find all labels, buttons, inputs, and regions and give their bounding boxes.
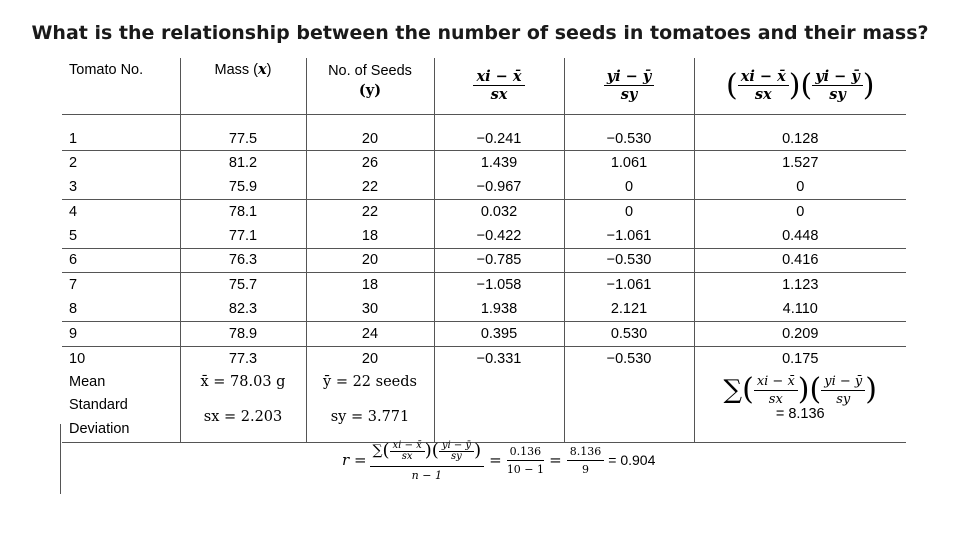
- mean-seeds: ȳ = 22 seeds: [306, 371, 434, 393]
- header-mass-label: Mass (: [214, 62, 258, 78]
- sum-y-denominator: sy: [836, 391, 851, 407]
- cell-seeds: 20: [306, 114, 434, 150]
- data-table: [62, 58, 906, 443]
- cell-tomato-no: 6: [62, 248, 180, 273]
- cell-zy: 0: [564, 175, 694, 200]
- formula-fraction-3-numerator: 8.136: [567, 443, 605, 461]
- formula-fraction-2-numerator: 0.136: [507, 443, 545, 461]
- header-product-y-denominator: sy: [829, 86, 846, 104]
- table-row: [62, 199, 906, 224]
- table-row: [62, 322, 906, 347]
- table-row: [62, 114, 906, 150]
- cell-mass: 78.9: [180, 322, 306, 347]
- cell-product: 0.128: [694, 114, 906, 150]
- header-mass: [180, 58, 306, 114]
- std-mass: sx = 2.203: [180, 393, 306, 443]
- formula-main-denominator: n − 1: [411, 469, 442, 482]
- mean-mass: x̄ = 78.03 g: [180, 371, 306, 393]
- header-zx-fraction: [473, 68, 524, 103]
- cell-zy: 1.061: [564, 150, 694, 175]
- cell-mass: 82.3: [180, 297, 306, 322]
- table-row: [62, 297, 906, 322]
- formula-main-fraction: [370, 436, 485, 484]
- cell-product: 0.448: [694, 224, 906, 249]
- cell-zy: −0.530: [564, 346, 694, 371]
- cell-seeds: 20: [306, 346, 434, 371]
- cell-seeds: 26: [306, 150, 434, 175]
- table-row: [62, 346, 906, 371]
- header-tomato-no: Tomato No.: [62, 58, 180, 114]
- formula-r: r =: [342, 451, 367, 469]
- cell-mass: 77.1: [180, 224, 306, 249]
- cell-seeds: 24: [306, 322, 434, 347]
- std-label: [62, 393, 180, 443]
- sum-y-numerator: yi − ȳ: [821, 373, 865, 391]
- cell-zy: −0.530: [564, 248, 694, 273]
- header-zx-denominator: sx: [490, 86, 508, 104]
- header-zy-numerator: yi − ȳ: [604, 68, 655, 86]
- std-label-line-1: Standard: [69, 397, 128, 414]
- mean-label: Mean: [62, 371, 180, 393]
- cell-zy: 2.121: [564, 297, 694, 322]
- cell-mass: 75.9: [180, 175, 306, 200]
- formula-x-fraction: [390, 441, 425, 462]
- formula-result: = 0.904: [608, 452, 656, 468]
- header-product-y-fraction: [812, 68, 863, 103]
- table-row: [62, 175, 906, 200]
- cell-product: 1.123: [782, 277, 819, 293]
- formula-eq2: =: [549, 451, 562, 469]
- cell-zx: −0.785: [434, 248, 564, 273]
- header-zy: [564, 58, 694, 114]
- cell-tomato-no: 7: [62, 273, 180, 298]
- cell-mass: 75.7: [180, 273, 306, 298]
- header-seeds-var: (y): [358, 82, 382, 99]
- mean-row: [62, 371, 906, 393]
- header-product-x-fraction: [738, 68, 789, 103]
- header-zy-denominator: sy: [620, 86, 638, 104]
- std-zy-empty: [564, 393, 694, 443]
- header-product-expression: ( $\frac{xi - x̄}{sx}$ )( $\frac{yi - ȳ}{sy}$ ): [725, 67, 875, 104]
- mean-zy-empty: [564, 371, 694, 393]
- cell-product: 0.175: [782, 350, 819, 367]
- cell-zy: 0: [564, 199, 694, 224]
- header-mass-var: x: [258, 61, 267, 78]
- header-seeds: [306, 58, 434, 114]
- cell-seeds: 20: [306, 248, 434, 273]
- cell-product: 1.527: [782, 154, 819, 171]
- table-row: [62, 248, 906, 273]
- cell-seeds: 22: [306, 175, 434, 200]
- header-zy-fraction: [604, 68, 655, 103]
- cell-zx: 1.439: [434, 150, 564, 175]
- cell-tomato-no: 3: [62, 175, 180, 200]
- cell-tomato-no: 5: [62, 224, 180, 249]
- cell-seeds: 22: [306, 199, 434, 224]
- cell-zy: −1.061: [564, 273, 694, 298]
- cell-zx: 0.032: [434, 199, 564, 224]
- formula-x-denominator: sx: [401, 450, 413, 462]
- table-row: [62, 273, 906, 298]
- cell-product: 0: [796, 203, 805, 220]
- cell-tomato-no: 2: [62, 150, 180, 175]
- formula-eq1: =: [489, 451, 502, 469]
- header-product-x-denominator: sx: [754, 86, 772, 104]
- correlation-formula: [342, 436, 655, 484]
- cell-seeds: 30: [306, 297, 434, 322]
- cell-mass: 77.3: [180, 346, 306, 371]
- std-seeds: sy = 3.771: [306, 393, 434, 443]
- header-seeds-label: No. of Seeds: [328, 63, 412, 79]
- cell-zx: −0.422: [434, 224, 564, 249]
- cell-seeds: 18: [306, 224, 434, 249]
- cell-zy: 0.530: [564, 322, 694, 347]
- cell-seeds: 18: [306, 273, 434, 298]
- cell-zx: −0.967: [434, 175, 564, 200]
- formula-fraction-3-denominator: 9: [582, 462, 589, 476]
- formula-x-numerator: xi − x̄: [390, 441, 425, 452]
- cell-tomato-no: 1: [62, 114, 180, 150]
- mean-zx-empty: [434, 371, 564, 393]
- cell-zx: −0.331: [434, 346, 564, 371]
- formula-y-fraction: [439, 441, 474, 462]
- cell-product: 0.416: [694, 248, 906, 273]
- page-title: What is the relationship between the number of seeds in tomatoes and their mass?: [31, 22, 929, 44]
- formula-fraction-2-denominator: 10 − 1: [506, 462, 545, 476]
- table-row: [62, 224, 906, 249]
- sum-sigma: ∑: [723, 375, 743, 405]
- header-zx-numerator: xi − x̄: [473, 68, 524, 86]
- formula-y-denominator: sy: [451, 450, 462, 462]
- header-product: [694, 58, 906, 114]
- cell-product: 0.209: [694, 322, 906, 347]
- cell-tomato-no: 4: [62, 199, 180, 224]
- cell-mass: 78.1: [180, 199, 306, 224]
- formula-fraction-3: [567, 443, 605, 478]
- std-label-line-2: Deviation: [69, 421, 130, 438]
- formula-main-numerator: ∑( $\frac{xi - x̄}{sx}$ )( $\frac{yi - ȳ}{sy}$ ): [370, 436, 485, 467]
- cell-zx: 1.938: [434, 297, 564, 322]
- cell-product: 0: [694, 175, 906, 200]
- cell-tomato-no: 9: [62, 322, 180, 347]
- cell-product: 4.110: [694, 297, 906, 322]
- cell-zy: −1.061: [564, 224, 694, 249]
- cell-zx: 0.395: [434, 322, 564, 347]
- table-left-border: [60, 424, 61, 494]
- sum-x-numerator: xi − x̄: [754, 373, 798, 391]
- sum-y-fraction: [821, 373, 865, 408]
- cell-tomato-no: 8: [62, 297, 180, 322]
- cell-zx: −0.241: [434, 114, 564, 150]
- std-zx-empty: [434, 393, 564, 443]
- formula-y-numerator: yi − ȳ: [439, 441, 474, 452]
- sum-value: = 8.136: [775, 405, 825, 422]
- formula-sigma: ∑: [372, 442, 383, 459]
- sum-x-fraction: [754, 373, 798, 408]
- cell-mass: 81.2: [180, 150, 306, 175]
- header-mass-close: ): [266, 62, 272, 78]
- cell-zy: −0.530: [564, 114, 694, 150]
- formula-fraction-2: [507, 443, 545, 478]
- cell-mass: 77.5: [180, 114, 306, 150]
- sum-cell: ∑ ( $\frac{xi - x̄}{sx}$ ) ( $\frac{yi - ȳ}{sy}$ ) = 8.136: [694, 371, 906, 443]
- header-product-x-numerator: xi − x̄: [738, 68, 789, 86]
- sum-x-denominator: sx: [768, 391, 783, 407]
- cell-zx: −1.058: [434, 273, 564, 298]
- cell-mass: 76.3: [180, 248, 306, 273]
- table-row: [62, 150, 906, 175]
- header-zx: [434, 58, 564, 114]
- header-product-y-numerator: yi − ȳ: [812, 68, 863, 86]
- header-row: [62, 58, 906, 114]
- cell-tomato-no: 10: [62, 346, 180, 371]
